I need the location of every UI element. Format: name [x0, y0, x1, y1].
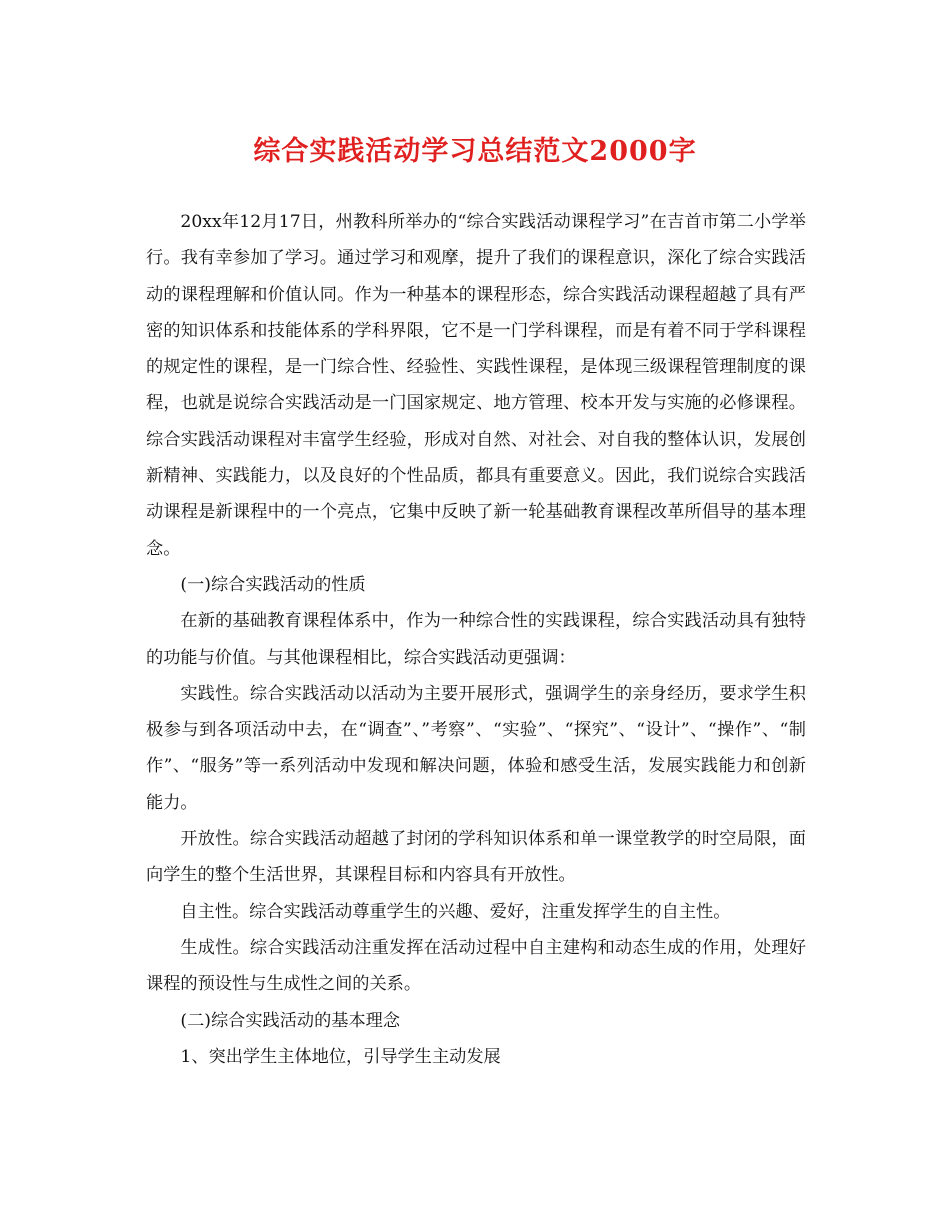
- section-heading-concepts: (二)综合实践活动的基本理念: [180, 1010, 401, 1031]
- list-item-student-subject: 1、突出学生主体地位，引导学生主动发展: [180, 1046, 501, 1067]
- paragraph-autonomy: 自主性。综合实践活动尊重学生的兴趣、爱好，注重发挥学生的自主性。: [180, 901, 731, 922]
- paragraph-openness: 开放性。综合实践活动超越了封闭的学科知识体系和单一课堂教学的时空局限，面向学生的整个生活世界，其课程目标和内容具有开放性。: [146, 829, 806, 886]
- section-heading-nature: (一)综合实践活动的性质: [180, 574, 366, 595]
- paragraph-generativity: 生成性。综合实践活动注重发挥在活动过程中自主建构和动态生成的作用，处理好课程的预设性与生成性之间的关系。: [146, 937, 806, 995]
- document-body: [146, 204, 806, 1075]
- document-title: 综合实践活动学习总结范文2000字: [253, 136, 697, 167]
- paragraph-intro: 20xx年12月17日，州教科所举办的“综合实践活动课程学习”在吉首市第二小学举行。我有幸参加了学习。通过学习和观摩，提升了我们的课程意识，深化了综合实践活动的课程理解和价值认同。作为一种基本的课程形态，综合实践活动课程超越了具有严密的知识体系和技能体系的学科界限，它不是一门学科课程，而是有着不同于学科课程的规定性的课程，是一门综合性、经验性、实践性课程，是体现三级课程管理制度的课程，也就是说综合实践活动是一门国家规定、地方管理、校本开发与实施的必修课程。综合实践活动课程对丰富学生经验，形成对自然、对社会、对自我的整体认识，发展创新精神、实践能力，以及良好的个性品质，都具有重要意义。因此，我们说综合实践活动课程是新课程中的一个亮点，它集中反映了新一轮基础教育课程改革所倡导的基本理念。: [146, 212, 806, 559]
- paragraph-curriculum-system: 在新的基础教育课程体系中，作为一种综合性的实践课程，综合实践活动具有独特的功能与价值。与其他课程相比，综合实践活动更强调：: [146, 611, 806, 668]
- paragraph-practicality: 实践性。综合实践活动以活动为主要开展形式，强调学生的亲身经历，要求学生积极参与到各项活动中去，在“调查”、”考察”、“实验”、“探究”、“设计”、“操作”、“制作”、“服务”等一系列活动中发现和解决问题，体验和感受生活，发展实践能力和创新能力。: [146, 683, 806, 813]
